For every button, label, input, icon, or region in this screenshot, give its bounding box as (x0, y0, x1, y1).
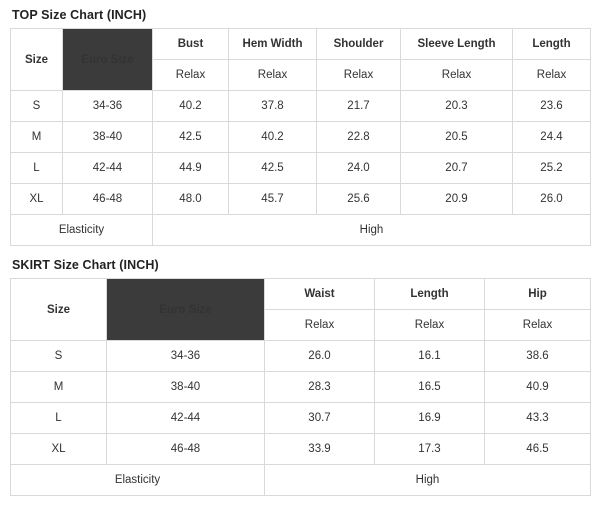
cell-length: 16.1 (375, 341, 485, 372)
cell-euro-size: 34-36 (63, 91, 153, 122)
cell-length: 24.4 (513, 122, 591, 153)
skirt-chart-title: SKIRT Size Chart (INCH) (12, 258, 159, 272)
cell-size: M (11, 122, 63, 153)
cell-length: 25.2 (513, 153, 591, 184)
subheader-relax-hip: Relax (485, 310, 591, 341)
table-row (11, 341, 591, 372)
cell-sleeve-length: 20.3 (401, 91, 513, 122)
top-size-table (10, 28, 591, 246)
table-row (11, 184, 591, 215)
cell-bust: 44.9 (153, 153, 229, 184)
column-header-length: Length (375, 279, 485, 310)
subheader-relax-length: Relax (513, 60, 591, 91)
table-header-row (11, 29, 591, 60)
subheader-relax-length: Relax (375, 310, 485, 341)
column-header-hip: Hip (485, 279, 591, 310)
column-header-shoulder: Shoulder (317, 29, 401, 60)
cell-waist: 28.3 (265, 372, 375, 403)
cell-hip: 43.3 (485, 403, 591, 434)
cell-hem-width: 45.7 (229, 184, 317, 215)
subheader-relax-hem-width: Relax (229, 60, 317, 91)
skirt-size-table (10, 278, 591, 496)
cell-shoulder: 24.0 (317, 153, 401, 184)
cell-hip: 38.6 (485, 341, 591, 372)
table-row (11, 403, 591, 434)
cell-sleeve-length: 20.5 (401, 122, 513, 153)
cell-hem-width: 37.8 (229, 91, 317, 122)
column-header-waist: Waist (265, 279, 375, 310)
subheader-relax-bust: Relax (153, 60, 229, 91)
cell-hip: 46.5 (485, 434, 591, 465)
cell-length: 23.6 (513, 91, 591, 122)
cell-bust: 42.5 (153, 122, 229, 153)
cell-sleeve-length: 20.9 (401, 184, 513, 215)
cell-euro-size: 46-48 (107, 434, 265, 465)
cell-size: XL (11, 434, 107, 465)
cell-bust: 48.0 (153, 184, 229, 215)
cell-waist: 30.7 (265, 403, 375, 434)
cell-size: L (11, 153, 63, 184)
footer-elasticity-value: High (153, 215, 591, 246)
subheader-relax-waist: Relax (265, 310, 375, 341)
cell-waist: 26.0 (265, 341, 375, 372)
cell-size: L (11, 403, 107, 434)
cell-size: S (11, 91, 63, 122)
cell-euro-size: 34-36 (107, 341, 265, 372)
cell-shoulder: 22.8 (317, 122, 401, 153)
cell-length: 17.3 (375, 434, 485, 465)
cell-length: 16.5 (375, 372, 485, 403)
cell-hem-width: 40.2 (229, 122, 317, 153)
cell-length: 16.9 (375, 403, 485, 434)
column-header-euro-size: Euro Size (63, 29, 153, 91)
footer-elasticity-label: Elasticity (11, 215, 153, 246)
top-chart-title: TOP Size Chart (INCH) (12, 8, 147, 22)
table-spacer (10, 246, 590, 256)
subheader-relax-shoulder: Relax (317, 60, 401, 91)
cell-bust: 40.2 (153, 91, 229, 122)
column-header-hem-width: Hem Width (229, 29, 317, 60)
cell-length: 26.0 (513, 184, 591, 215)
cell-size: S (11, 341, 107, 372)
column-header-sleeve-length: Sleeve Length (401, 29, 513, 60)
subheader-relax-sleeve-length: Relax (401, 60, 513, 91)
cell-euro-size: 38-40 (63, 122, 153, 153)
cell-hem-width: 42.5 (229, 153, 317, 184)
table-row (11, 434, 591, 465)
footer-elasticity-value: High (265, 465, 591, 496)
table-row (11, 122, 591, 153)
cell-shoulder: 25.6 (317, 184, 401, 215)
table-row (11, 153, 591, 184)
column-header-size: Size (11, 279, 107, 341)
cell-hip: 40.9 (485, 372, 591, 403)
table-row (11, 91, 591, 122)
column-header-euro-size: Euro Size (107, 279, 265, 341)
column-header-size: Size (11, 29, 63, 91)
table-footer-row (11, 215, 591, 246)
cell-shoulder: 21.7 (317, 91, 401, 122)
table-row (11, 372, 591, 403)
cell-waist: 33.9 (265, 434, 375, 465)
bottom-spacer (10, 496, 590, 504)
cell-size: XL (11, 184, 63, 215)
cell-euro-size: 38-40 (107, 372, 265, 403)
column-header-bust: Bust (153, 29, 229, 60)
cell-size: M (11, 372, 107, 403)
table-header-row (11, 279, 591, 310)
cell-euro-size: 46-48 (63, 184, 153, 215)
cell-sleeve-length: 20.7 (401, 153, 513, 184)
table-footer-row (11, 465, 591, 496)
column-header-length: Length (513, 29, 591, 60)
cell-euro-size: 42-44 (107, 403, 265, 434)
cell-euro-size: 42-44 (63, 153, 153, 184)
footer-elasticity-label: Elasticity (11, 465, 265, 496)
